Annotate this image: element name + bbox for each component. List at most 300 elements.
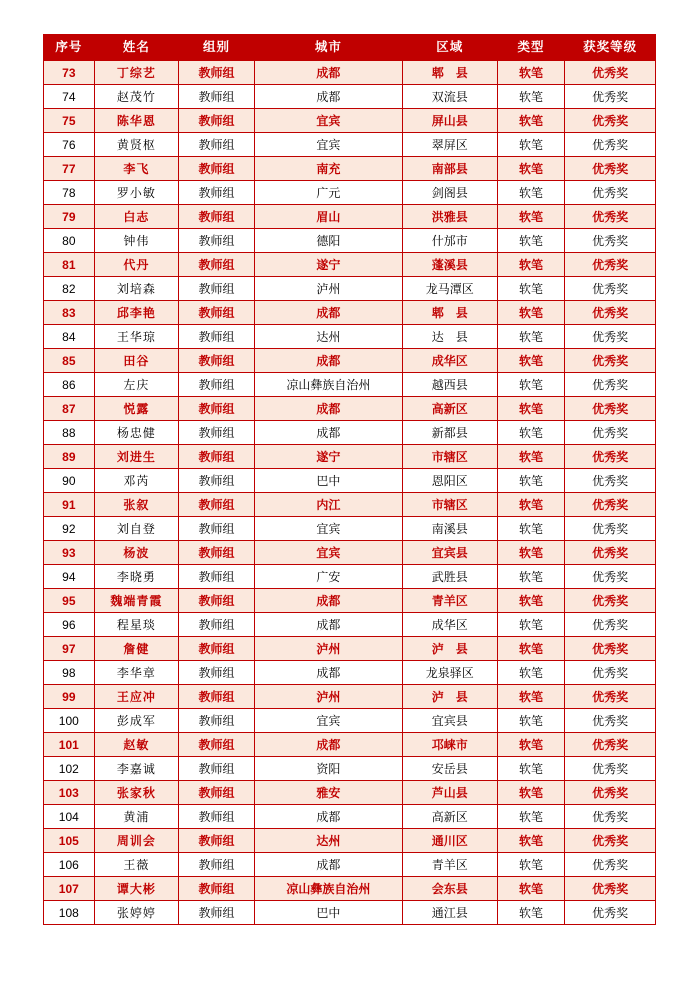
award-list-table: [43, 34, 656, 925]
cell-name: 钟伟: [94, 229, 178, 253]
cell-award-level: 优秀奖: [565, 541, 656, 565]
cell-group: 教师组: [179, 277, 255, 301]
cell-district: 翠屏区: [402, 133, 497, 157]
cell-name: 杨忠健: [94, 421, 178, 445]
cell-city: 成都: [255, 85, 403, 109]
table-row: [44, 493, 656, 517]
cell-serial: 79: [44, 205, 95, 229]
column-header-name: 姓名: [94, 35, 178, 61]
table-row: [44, 517, 656, 541]
cell-district: 青羊区: [402, 853, 497, 877]
cell-award-level: 优秀奖: [565, 757, 656, 781]
table-row: [44, 133, 656, 157]
cell-name: 邱李艳: [94, 301, 178, 325]
cell-district: 南溪县: [402, 517, 497, 541]
cell-type: 软笔: [497, 637, 565, 661]
cell-award-level: 优秀奖: [565, 853, 656, 877]
cell-serial: 82: [44, 277, 95, 301]
cell-name: 白志: [94, 205, 178, 229]
cell-group: 教师组: [179, 805, 255, 829]
cell-type: 软笔: [497, 853, 565, 877]
cell-group: 教师组: [179, 733, 255, 757]
cell-serial: 91: [44, 493, 95, 517]
cell-serial: 87: [44, 397, 95, 421]
cell-award-level: 优秀奖: [565, 685, 656, 709]
cell-serial: 107: [44, 877, 95, 901]
table-row: [44, 157, 656, 181]
cell-name: 王薇: [94, 853, 178, 877]
cell-city: 成都: [255, 733, 403, 757]
cell-group: 教师组: [179, 61, 255, 85]
cell-serial: 101: [44, 733, 95, 757]
cell-district: 什邡市: [402, 229, 497, 253]
table-row: [44, 541, 656, 565]
cell-award-level: 优秀奖: [565, 253, 656, 277]
table-row: [44, 829, 656, 853]
cell-award-level: 优秀奖: [565, 85, 656, 109]
cell-serial: 100: [44, 709, 95, 733]
cell-district: 宜宾县: [402, 709, 497, 733]
cell-type: 软笔: [497, 277, 565, 301]
cell-name: 刘培森: [94, 277, 178, 301]
table-row: [44, 301, 656, 325]
cell-name: 周训会: [94, 829, 178, 853]
cell-serial: 98: [44, 661, 95, 685]
cell-group: 教师组: [179, 901, 255, 925]
cell-type: 软笔: [497, 349, 565, 373]
cell-city: 泸州: [255, 277, 403, 301]
cell-city: 达州: [255, 325, 403, 349]
cell-serial: 92: [44, 517, 95, 541]
cell-city: 内江: [255, 493, 403, 517]
cell-type: 软笔: [497, 61, 565, 85]
cell-serial: 83: [44, 301, 95, 325]
cell-city: 宜宾: [255, 133, 403, 157]
cell-award-level: 优秀奖: [565, 133, 656, 157]
cell-district: 宜宾县: [402, 541, 497, 565]
cell-type: 软笔: [497, 613, 565, 637]
cell-award-level: 优秀奖: [565, 637, 656, 661]
cell-name: 罗小敏: [94, 181, 178, 205]
cell-type: 软笔: [497, 805, 565, 829]
cell-group: 教师组: [179, 157, 255, 181]
cell-name: 詹健: [94, 637, 178, 661]
cell-district: 市辖区: [402, 445, 497, 469]
cell-type: 软笔: [497, 901, 565, 925]
cell-group: 教师组: [179, 757, 255, 781]
table-row: [44, 109, 656, 133]
cell-district: 青羊区: [402, 589, 497, 613]
cell-group: 教师组: [179, 853, 255, 877]
cell-award-level: 优秀奖: [565, 613, 656, 637]
cell-district: 市辖区: [402, 493, 497, 517]
table-row: [44, 613, 656, 637]
table-row: [44, 181, 656, 205]
cell-city: 遂宁: [255, 253, 403, 277]
cell-serial: 78: [44, 181, 95, 205]
table-row: [44, 757, 656, 781]
cell-serial: 75: [44, 109, 95, 133]
cell-group: 教师组: [179, 613, 255, 637]
cell-district: 泸 县: [402, 637, 497, 661]
cell-city: 凉山彝族自治州: [255, 877, 403, 901]
cell-city: 成都: [255, 613, 403, 637]
cell-name: 悦露: [94, 397, 178, 421]
column-header-serial: 序号: [44, 35, 95, 61]
cell-name: 谭大彬: [94, 877, 178, 901]
cell-serial: 74: [44, 85, 95, 109]
table-row: [44, 709, 656, 733]
cell-award-level: 优秀奖: [565, 181, 656, 205]
cell-type: 软笔: [497, 421, 565, 445]
table-row: [44, 397, 656, 421]
cell-award-level: 优秀奖: [565, 589, 656, 613]
cell-type: 软笔: [497, 781, 565, 805]
cell-group: 教师组: [179, 253, 255, 277]
cell-award-level: 优秀奖: [565, 109, 656, 133]
cell-district: 泸 县: [402, 685, 497, 709]
cell-district: 新都县: [402, 421, 497, 445]
table-header: [44, 35, 656, 61]
cell-name: 刘进生: [94, 445, 178, 469]
cell-group: 教师组: [179, 493, 255, 517]
cell-group: 教师组: [179, 685, 255, 709]
cell-serial: 86: [44, 373, 95, 397]
cell-name: 丁综艺: [94, 61, 178, 85]
table-row: [44, 85, 656, 109]
column-header-group: 组别: [179, 35, 255, 61]
cell-group: 教师组: [179, 301, 255, 325]
cell-district: 屏山县: [402, 109, 497, 133]
cell-type: 软笔: [497, 85, 565, 109]
cell-award-level: 优秀奖: [565, 373, 656, 397]
cell-group: 教师组: [179, 229, 255, 253]
cell-type: 软笔: [497, 877, 565, 901]
table-row: [44, 229, 656, 253]
cell-group: 教师组: [179, 637, 255, 661]
cell-city: 成都: [255, 853, 403, 877]
cell-award-level: 优秀奖: [565, 901, 656, 925]
cell-group: 教师组: [179, 373, 255, 397]
cell-district: 高新区: [402, 397, 497, 421]
cell-award-level: 优秀奖: [565, 709, 656, 733]
cell-city: 成都: [255, 589, 403, 613]
cell-type: 软笔: [497, 205, 565, 229]
cell-name: 魏端青霞: [94, 589, 178, 613]
cell-district: 双流县: [402, 85, 497, 109]
cell-award-level: 优秀奖: [565, 397, 656, 421]
table-row: [44, 589, 656, 613]
cell-award-level: 优秀奖: [565, 205, 656, 229]
cell-name: 李晓勇: [94, 565, 178, 589]
cell-type: 软笔: [497, 733, 565, 757]
table-row: [44, 205, 656, 229]
cell-district: 邛崃市: [402, 733, 497, 757]
cell-group: 教师组: [179, 85, 255, 109]
cell-city: 宜宾: [255, 541, 403, 565]
cell-serial: 77: [44, 157, 95, 181]
cell-award-level: 优秀奖: [565, 277, 656, 301]
cell-award-level: 优秀奖: [565, 565, 656, 589]
cell-name: 刘自登: [94, 517, 178, 541]
cell-district: 剑阁县: [402, 181, 497, 205]
table-row: [44, 877, 656, 901]
cell-group: 教师组: [179, 445, 255, 469]
cell-serial: 73: [44, 61, 95, 85]
cell-type: 软笔: [497, 445, 565, 469]
cell-group: 教师组: [179, 709, 255, 733]
cell-serial: 105: [44, 829, 95, 853]
cell-type: 软笔: [497, 301, 565, 325]
cell-serial: 88: [44, 421, 95, 445]
cell-serial: 80: [44, 229, 95, 253]
table-body: [44, 61, 656, 925]
cell-serial: 97: [44, 637, 95, 661]
cell-district: 郫 县: [402, 301, 497, 325]
cell-serial: 108: [44, 901, 95, 925]
cell-award-level: 优秀奖: [565, 829, 656, 853]
cell-group: 教师组: [179, 469, 255, 493]
cell-name: 程星琰: [94, 613, 178, 637]
cell-name: 王华琼: [94, 325, 178, 349]
cell-city: 成都: [255, 397, 403, 421]
cell-district: 洪雅县: [402, 205, 497, 229]
cell-city: 达州: [255, 829, 403, 853]
cell-type: 软笔: [497, 229, 565, 253]
cell-serial: 85: [44, 349, 95, 373]
cell-city: 成都: [255, 661, 403, 685]
cell-award-level: 优秀奖: [565, 877, 656, 901]
cell-type: 软笔: [497, 181, 565, 205]
table-row: [44, 349, 656, 373]
cell-district: 恩阳区: [402, 469, 497, 493]
cell-city: 泸州: [255, 685, 403, 709]
cell-serial: 103: [44, 781, 95, 805]
cell-city: 宜宾: [255, 709, 403, 733]
cell-name: 张婷婷: [94, 901, 178, 925]
cell-group: 教师组: [179, 349, 255, 373]
cell-type: 软笔: [497, 133, 565, 157]
cell-award-level: 优秀奖: [565, 733, 656, 757]
cell-name: 李嘉诚: [94, 757, 178, 781]
cell-city: 广安: [255, 565, 403, 589]
cell-serial: 94: [44, 565, 95, 589]
table-row: [44, 325, 656, 349]
cell-group: 教师组: [179, 829, 255, 853]
cell-group: 教师组: [179, 589, 255, 613]
cell-serial: 96: [44, 613, 95, 637]
cell-type: 软笔: [497, 829, 565, 853]
table-row: [44, 277, 656, 301]
cell-district: 郫 县: [402, 61, 497, 85]
cell-name: 邓芮: [94, 469, 178, 493]
cell-district: 南部县: [402, 157, 497, 181]
cell-city: 泸州: [255, 637, 403, 661]
table-row: [44, 853, 656, 877]
cell-city: 成都: [255, 421, 403, 445]
table-row: [44, 253, 656, 277]
cell-type: 软笔: [497, 565, 565, 589]
cell-group: 教师组: [179, 181, 255, 205]
cell-award-level: 优秀奖: [565, 349, 656, 373]
cell-serial: 90: [44, 469, 95, 493]
table-row: [44, 781, 656, 805]
cell-award-level: 优秀奖: [565, 421, 656, 445]
cell-award-level: 优秀奖: [565, 493, 656, 517]
table-row: [44, 637, 656, 661]
cell-city: 资阳: [255, 757, 403, 781]
cell-name: 杨波: [94, 541, 178, 565]
column-header-award-level: 获奖等级: [565, 35, 656, 61]
cell-award-level: 优秀奖: [565, 781, 656, 805]
cell-name: 张家秋: [94, 781, 178, 805]
table-row: [44, 565, 656, 589]
cell-serial: 102: [44, 757, 95, 781]
cell-type: 软笔: [497, 157, 565, 181]
cell-city: 眉山: [255, 205, 403, 229]
cell-city: 雅安: [255, 781, 403, 805]
cell-type: 软笔: [497, 541, 565, 565]
cell-city: 德阳: [255, 229, 403, 253]
cell-district: 武胜县: [402, 565, 497, 589]
table-row: [44, 685, 656, 709]
award-table-container: [43, 34, 656, 925]
cell-serial: 81: [44, 253, 95, 277]
cell-type: 软笔: [497, 757, 565, 781]
cell-city: 成都: [255, 805, 403, 829]
cell-name: 黄贤枢: [94, 133, 178, 157]
cell-city: 宜宾: [255, 109, 403, 133]
cell-district: 会东县: [402, 877, 497, 901]
cell-city: 成都: [255, 61, 403, 85]
cell-group: 教师组: [179, 205, 255, 229]
cell-award-level: 优秀奖: [565, 469, 656, 493]
table-row: [44, 805, 656, 829]
cell-city: 遂宁: [255, 445, 403, 469]
cell-name: 代丹: [94, 253, 178, 277]
cell-type: 软笔: [497, 517, 565, 541]
cell-award-level: 优秀奖: [565, 805, 656, 829]
cell-award-level: 优秀奖: [565, 325, 656, 349]
cell-serial: 84: [44, 325, 95, 349]
cell-serial: 106: [44, 853, 95, 877]
cell-district: 高新区: [402, 805, 497, 829]
cell-award-level: 优秀奖: [565, 61, 656, 85]
cell-type: 软笔: [497, 661, 565, 685]
cell-type: 软笔: [497, 397, 565, 421]
cell-type: 软笔: [497, 493, 565, 517]
table-row: [44, 469, 656, 493]
cell-group: 教师组: [179, 421, 255, 445]
cell-district: 通江县: [402, 901, 497, 925]
cell-city: 宜宾: [255, 517, 403, 541]
cell-city: 凉山彝族自治州: [255, 373, 403, 397]
cell-city: 广元: [255, 181, 403, 205]
cell-district: 通川区: [402, 829, 497, 853]
cell-city: 成都: [255, 301, 403, 325]
cell-serial: 93: [44, 541, 95, 565]
cell-award-level: 优秀奖: [565, 229, 656, 253]
table-row: [44, 661, 656, 685]
cell-name: 左庆: [94, 373, 178, 397]
cell-group: 教师组: [179, 397, 255, 421]
column-header-city: 城市: [255, 35, 403, 61]
cell-district: 达 县: [402, 325, 497, 349]
cell-award-level: 优秀奖: [565, 301, 656, 325]
column-header-type: 类型: [497, 35, 565, 61]
cell-district: 越西县: [402, 373, 497, 397]
table-row: [44, 373, 656, 397]
cell-name: 赵敏: [94, 733, 178, 757]
cell-district: 安岳县: [402, 757, 497, 781]
table-row: [44, 733, 656, 757]
cell-name: 彭成军: [94, 709, 178, 733]
cell-type: 软笔: [497, 109, 565, 133]
cell-name: 田谷: [94, 349, 178, 373]
cell-city: 巴中: [255, 901, 403, 925]
cell-group: 教师组: [179, 109, 255, 133]
cell-name: 黄浦: [94, 805, 178, 829]
cell-district: 成华区: [402, 349, 497, 373]
cell-district: 芦山县: [402, 781, 497, 805]
cell-group: 教师组: [179, 661, 255, 685]
cell-group: 教师组: [179, 877, 255, 901]
cell-city: 成都: [255, 349, 403, 373]
cell-serial: 104: [44, 805, 95, 829]
table-header-row: [44, 35, 656, 61]
cell-type: 软笔: [497, 373, 565, 397]
cell-type: 软笔: [497, 589, 565, 613]
table-row: [44, 901, 656, 925]
cell-serial: 76: [44, 133, 95, 157]
cell-group: 教师组: [179, 517, 255, 541]
cell-group: 教师组: [179, 541, 255, 565]
cell-type: 软笔: [497, 709, 565, 733]
cell-award-level: 优秀奖: [565, 661, 656, 685]
cell-award-level: 优秀奖: [565, 445, 656, 469]
table-row: [44, 61, 656, 85]
cell-award-level: 优秀奖: [565, 157, 656, 181]
cell-award-level: 优秀奖: [565, 517, 656, 541]
cell-name: 王应冲: [94, 685, 178, 709]
cell-serial: 95: [44, 589, 95, 613]
cell-name: 李飞: [94, 157, 178, 181]
cell-name: 李华章: [94, 661, 178, 685]
cell-district: 龙马潭区: [402, 277, 497, 301]
cell-group: 教师组: [179, 133, 255, 157]
column-header-district: 区域: [402, 35, 497, 61]
cell-type: 软笔: [497, 469, 565, 493]
cell-group: 教师组: [179, 325, 255, 349]
cell-name: 赵茂竹: [94, 85, 178, 109]
cell-group: 教师组: [179, 565, 255, 589]
cell-serial: 89: [44, 445, 95, 469]
cell-name: 张叙: [94, 493, 178, 517]
cell-district: 龙泉驿区: [402, 661, 497, 685]
table-row: [44, 421, 656, 445]
cell-name: 陈华恩: [94, 109, 178, 133]
cell-city: 巴中: [255, 469, 403, 493]
cell-type: 软笔: [497, 685, 565, 709]
cell-district: 蓬溪县: [402, 253, 497, 277]
cell-district: 成华区: [402, 613, 497, 637]
table-row: [44, 445, 656, 469]
cell-type: 软笔: [497, 325, 565, 349]
cell-serial: 99: [44, 685, 95, 709]
cell-type: 软笔: [497, 253, 565, 277]
cell-city: 南充: [255, 157, 403, 181]
cell-group: 教师组: [179, 781, 255, 805]
